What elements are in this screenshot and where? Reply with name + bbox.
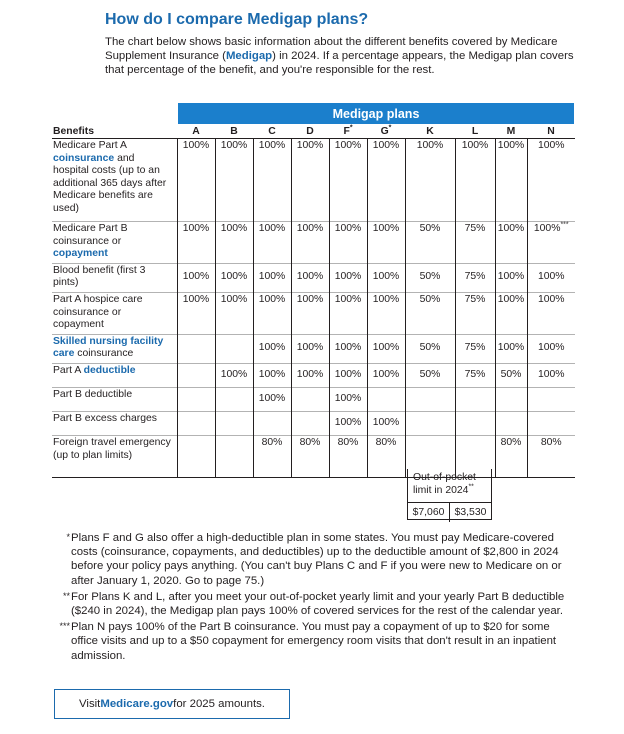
plan-d-value: 100% (291, 222, 329, 264)
plan-d-value (291, 411, 329, 435)
medicare-gov-link[interactable]: Medicare.gov (100, 698, 174, 710)
table-row (52, 387, 575, 411)
footnote-text: For Plans K and L, after you meet your out-of-pocket yearly limit and your yearly Part B deductible ($240 in 2024), the Medigap plan pays 100% of covered services for the rest of the calendar year. (71, 590, 565, 618)
plan-g-mark: * (388, 124, 392, 132)
plan-n-value: 80% (527, 435, 575, 477)
plan-c-value: 100% (253, 387, 291, 411)
plan-g-value (367, 387, 405, 411)
column-header-row (52, 124, 575, 139)
plan-k-out-of-pocket-limit: $7,060 (412, 507, 445, 518)
plan-b-value: 100% (215, 263, 253, 292)
plan-d-value: 100% (291, 292, 329, 334)
plan-l-value: 100% (455, 139, 495, 222)
footnote (59, 620, 576, 663)
plan-d-value: 100% (291, 139, 329, 222)
plan-d-value (291, 387, 329, 411)
plan-n-value: 100% (527, 334, 575, 363)
out-of-pocket-values (408, 502, 491, 522)
plan-b-value (215, 435, 253, 477)
plan-m-value (495, 411, 527, 435)
plan-a-value (177, 411, 215, 435)
plan-l-value: 75% (455, 222, 495, 264)
benefit-label: Part A hospice care coinsurance or copayment (52, 292, 177, 334)
plan-m-value: 100% (495, 139, 527, 222)
visit-medicare-box (54, 689, 290, 719)
table-row (52, 222, 575, 264)
plan-k-value: 50% (405, 222, 455, 264)
benefit-label: Part B excess charges (52, 411, 177, 435)
skilled-nursing-facility-care-link[interactable]: Skilled nursing facility care (53, 335, 164, 360)
plan-c-value: 100% (253, 263, 291, 292)
plan-g-value: 100% (367, 139, 405, 222)
table-row (52, 411, 575, 435)
plan-g-value: 100% (367, 263, 405, 292)
plan-l-value: 75% (455, 292, 495, 334)
plan-c-value: 80% (253, 435, 291, 477)
plan-d-header: D (291, 124, 329, 139)
plan-n-mark: *** (560, 221, 569, 229)
plan-n-value (527, 387, 575, 411)
benefits-column-header: Benefits (52, 124, 177, 139)
plan-l-value (455, 387, 495, 411)
plan-b-value (215, 387, 253, 411)
plan-k-value (405, 387, 455, 411)
out-of-pocket-mark: ** (468, 483, 474, 491)
plan-c-value: 100% (253, 222, 291, 264)
table-row (52, 435, 575, 477)
plan-c-value: 100% (253, 292, 291, 334)
plan-f-value: 100% (329, 363, 367, 387)
plan-k-value: 50% (405, 263, 455, 292)
plan-d-value: 100% (291, 363, 329, 387)
plan-g-value: 100% (367, 411, 405, 435)
plan-c-value (253, 411, 291, 435)
benefit-text: Part A (53, 364, 84, 376)
plan-n-header: N (527, 124, 575, 139)
plan-b-value: 100% (215, 292, 253, 334)
plan-f-value: 80% (329, 435, 367, 477)
page-title: How do I compare Medigap plans? (105, 11, 369, 28)
benefit-label (52, 363, 177, 387)
plan-a-value (177, 334, 215, 363)
medigap-comparison-table (52, 124, 575, 478)
plan-m-value: 100% (495, 292, 527, 334)
out-of-pocket-text: Out-of-pocket limit in 2024 (413, 472, 476, 496)
plan-f-label: F (343, 125, 350, 137)
footer-text: for 2025 amounts. (173, 698, 265, 710)
plan-b-value: 100% (215, 139, 253, 222)
plan-m-value: 100% (495, 222, 527, 264)
plan-m-value: 80% (495, 435, 527, 477)
plan-l-value: 75% (455, 334, 495, 363)
plan-a-value (177, 363, 215, 387)
footnote-text: Plans F and G also offer a high-deductible plan in some states. You must pay Medicare-covered costs (coinsurance, copayments, and deductibles) up to the deductible amount of $2,800 in 2024 before your policy pays anything. (You can't buy Plans C and F if you were new to Medicare on or after January 1, 2020. Go to page 75.) (71, 532, 562, 587)
plan-m-header: M (495, 124, 527, 139)
table-row (52, 363, 575, 387)
plan-k-value (405, 411, 455, 435)
plan-g-value: 100% (367, 334, 405, 363)
plan-k-value: 100% (405, 139, 455, 222)
plan-l-out-of-pocket-limit: $3,530 (449, 503, 491, 522)
plan-c-value: 100% (253, 139, 291, 222)
benefit-label (52, 222, 177, 264)
benefit-label (52, 139, 177, 222)
table-row (52, 334, 575, 363)
plan-n-value (527, 222, 575, 264)
plan-f-value: 100% (329, 139, 367, 222)
plan-n-value (527, 411, 575, 435)
footnote (62, 590, 576, 618)
plan-n-value: 100% (527, 263, 575, 292)
benefit-label: Blood benefit (first 3 pints) (52, 263, 177, 292)
table-row (52, 292, 575, 334)
plan-f-value: 100% (329, 411, 367, 435)
plan-m-value: 100% (495, 334, 527, 363)
plan-f-value: 100% (329, 222, 367, 264)
footnote-mark: *** (59, 621, 70, 632)
plan-k-value: 50% (405, 334, 455, 363)
plan-f-mark: * (349, 124, 353, 132)
plan-a-value: 100% (177, 139, 215, 222)
plan-l-value (455, 411, 495, 435)
plan-f-value: 100% (329, 334, 367, 363)
plan-g-value: 80% (367, 435, 405, 477)
copayment-link[interactable]: copayment (53, 248, 108, 260)
plan-g-header (367, 124, 405, 139)
benefit-text: and hospital costs (up to an additional 365 days after Medicare benefits are used) (53, 152, 167, 214)
plan-g-label: G (380, 125, 389, 137)
out-of-pocket-limit-box (407, 469, 492, 520)
deductible-link[interactable]: deductible (83, 364, 136, 376)
footnotes (59, 531, 576, 665)
out-of-pocket-label (408, 469, 491, 502)
footnote-text: Plan N pays 100% of the Part B coinsurance. You must pay a copayment of up to $20 for some office visits and up to a $50 copayment for emergency room visits that don't result in an inpatient admission. (71, 621, 557, 662)
footnote (66, 531, 576, 588)
plan-d-value: 100% (291, 334, 329, 363)
benefit-label: Part B deductible (52, 387, 177, 411)
medigap-plans-header: Medigap plans (178, 103, 574, 124)
table-row (52, 263, 575, 292)
plan-a-value (177, 435, 215, 477)
intro-text-1: The chart below shows basic information about the different benefits covered by Medicare Supplement Insurance ( (105, 36, 558, 62)
plan-c-header: C (253, 124, 291, 139)
plan-c-value: 100% (253, 334, 291, 363)
plan-k-value: 50% (405, 363, 455, 387)
medigap-link[interactable]: Medigap (225, 50, 273, 62)
plan-c-value: 100% (253, 363, 291, 387)
plan-g-value: 100% (367, 222, 405, 264)
plan-d-value: 100% (291, 263, 329, 292)
plan-n-value-text: 100% (533, 223, 561, 234)
plan-k-header: K (405, 124, 455, 139)
plan-b-value (215, 411, 253, 435)
benefit-label (52, 334, 177, 363)
plan-a-value (177, 387, 215, 411)
plan-k-value: 50% (405, 292, 455, 334)
plan-m-value: 50% (495, 363, 527, 387)
plan-f-value: 100% (329, 387, 367, 411)
plan-m-value: 100% (495, 263, 527, 292)
footer-text: Visit (79, 698, 101, 710)
plan-f-value: 100% (329, 263, 367, 292)
footnote-mark: * (66, 532, 70, 542)
plan-a-value: 100% (177, 292, 215, 334)
plan-b-value: 100% (215, 222, 253, 264)
plan-b-header: B (215, 124, 253, 139)
plan-l-value: 75% (455, 263, 495, 292)
plan-n-value: 100% (527, 139, 575, 222)
plan-d-value: 80% (291, 435, 329, 477)
plan-a-value: 100% (177, 222, 215, 264)
plan-n-value: 100% (527, 292, 575, 334)
plan-n-value: 100% (527, 363, 575, 387)
benefit-text: Medicare Part A (53, 140, 127, 151)
plan-b-value: 100% (215, 363, 253, 387)
plan-a-header: A (177, 124, 215, 139)
plan-m-value (495, 387, 527, 411)
plan-l-value: 75% (455, 363, 495, 387)
plan-f-value: 100% (329, 292, 367, 334)
footnote-mark: ** (62, 590, 70, 601)
table-row (52, 139, 575, 222)
benefit-text: Medicare Part B coinsurance or (53, 223, 128, 247)
intro-paragraph (105, 35, 575, 77)
intro-text-2: ) in 2024. If a percentage appears, the Medigap plan covers that percentage of the benefit, and you're responsible for the rest. (105, 50, 574, 76)
coinsurance-link[interactable]: coinsurance (53, 152, 115, 164)
plan-g-value: 100% (367, 292, 405, 334)
benefit-label: Foreign travel emergency (up to plan limits) (52, 435, 177, 477)
plan-g-value: 100% (367, 363, 405, 387)
plan-a-value: 100% (177, 263, 215, 292)
plan-l-header: L (455, 124, 495, 139)
plan-b-value (215, 334, 253, 363)
benefit-text: coinsurance (74, 348, 134, 360)
plan-f-header (329, 124, 367, 139)
